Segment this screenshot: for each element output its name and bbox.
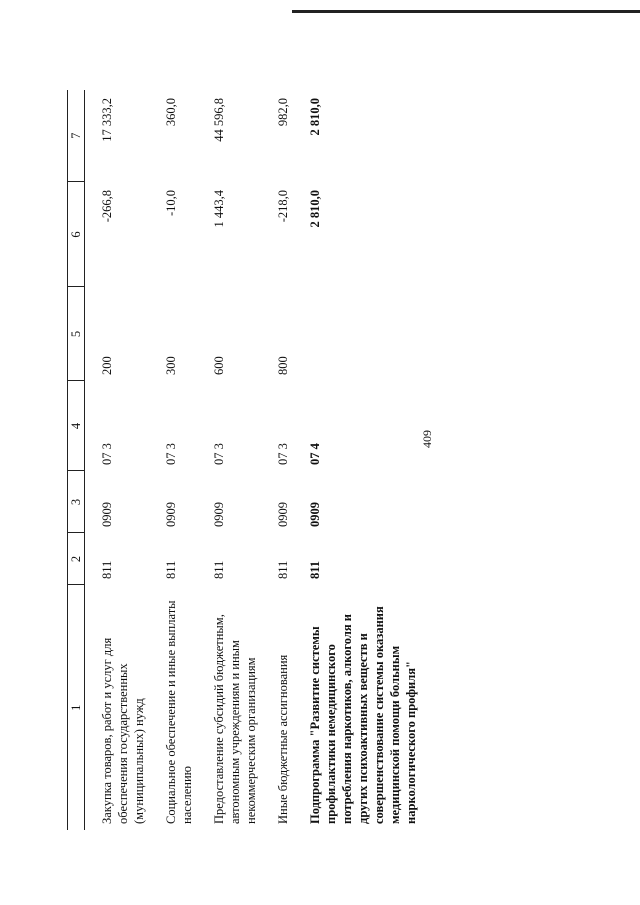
item-name-cell: Социальное обеспечение и иные выплаты населению [164, 600, 194, 824]
target-code-cell: 07 3 [276, 443, 290, 465]
item-name-cell: Иные бюджетные ассигнования [276, 654, 290, 824]
expense-type-cell: 600 [212, 356, 226, 375]
column-header: 5 [68, 287, 85, 381]
section-code-cell: 0909 [100, 502, 114, 527]
total-amount-cell: 2 810,0 [308, 98, 322, 136]
section-code-cell: 0909 [212, 502, 226, 527]
section-code-cell: 0909 [276, 502, 290, 527]
ministry-code-cell: 811 [276, 560, 290, 579]
expense-type-cell: 800 [276, 356, 290, 375]
table-row-subprogram [293, 90, 421, 830]
total-amount-cell: 44 596,8 [212, 98, 226, 142]
total-amount-cell: 17 333,2 [100, 98, 114, 142]
table-header-row [68, 90, 85, 830]
change-amount-cell: 2 810,0 [308, 190, 322, 228]
table-row [85, 90, 150, 830]
item-name-cell: Закупка товаров, работ и услуг для обеспечения государственных (муниципальных) нужд [100, 637, 146, 824]
total-amount-cell: 360,0 [164, 98, 178, 127]
column-header: 6 [68, 182, 85, 287]
target-code-cell: 07 3 [164, 443, 178, 465]
target-code-cell: 07 3 [100, 443, 114, 465]
item-name-cell: Подпрограмма "Развитие системы профилактики немедицинского потребления наркотиков, алкоголя и других психоактивных веществ и совершенствование системы оказания медицинской помощи больным наркологического профиля" [308, 606, 418, 824]
ministry-code-cell: 811 [308, 560, 322, 579]
section-code-cell: 0909 [308, 502, 322, 527]
total-amount-cell: 982,0 [276, 98, 290, 127]
change-amount-cell: -218,0 [276, 190, 290, 223]
column-header: 3 [68, 471, 85, 533]
page-number: 409 [420, 430, 434, 448]
change-amount-cell: 1 443,4 [212, 190, 226, 228]
item-name-cell: Предоставление субсидий бюджетным, автономным учреждениям и иным некоммерческим организациям [212, 614, 258, 824]
change-amount-cell: -266,8 [100, 190, 114, 223]
budget-table [67, 90, 421, 830]
column-header: 1 [68, 585, 85, 830]
target-code-cell: 07 3 [212, 443, 226, 465]
table-row [261, 90, 293, 830]
ministry-code-cell: 811 [212, 560, 226, 579]
column-header: 2 [68, 533, 85, 585]
ministry-code-cell: 811 [100, 560, 114, 579]
table-row [197, 90, 261, 830]
expense-type-cell: 300 [164, 356, 178, 375]
top-rule [292, 10, 640, 13]
section-code-cell: 0909 [164, 502, 178, 527]
column-header: 4 [68, 381, 85, 471]
column-header: 7 [68, 90, 85, 182]
change-amount-cell: -10,0 [164, 190, 178, 217]
expense-type-cell [293, 287, 421, 381]
table-row [149, 90, 197, 830]
target-code-cell: 07 4 [308, 443, 322, 465]
expense-type-cell: 200 [100, 356, 114, 375]
ministry-code-cell: 811 [164, 560, 178, 579]
